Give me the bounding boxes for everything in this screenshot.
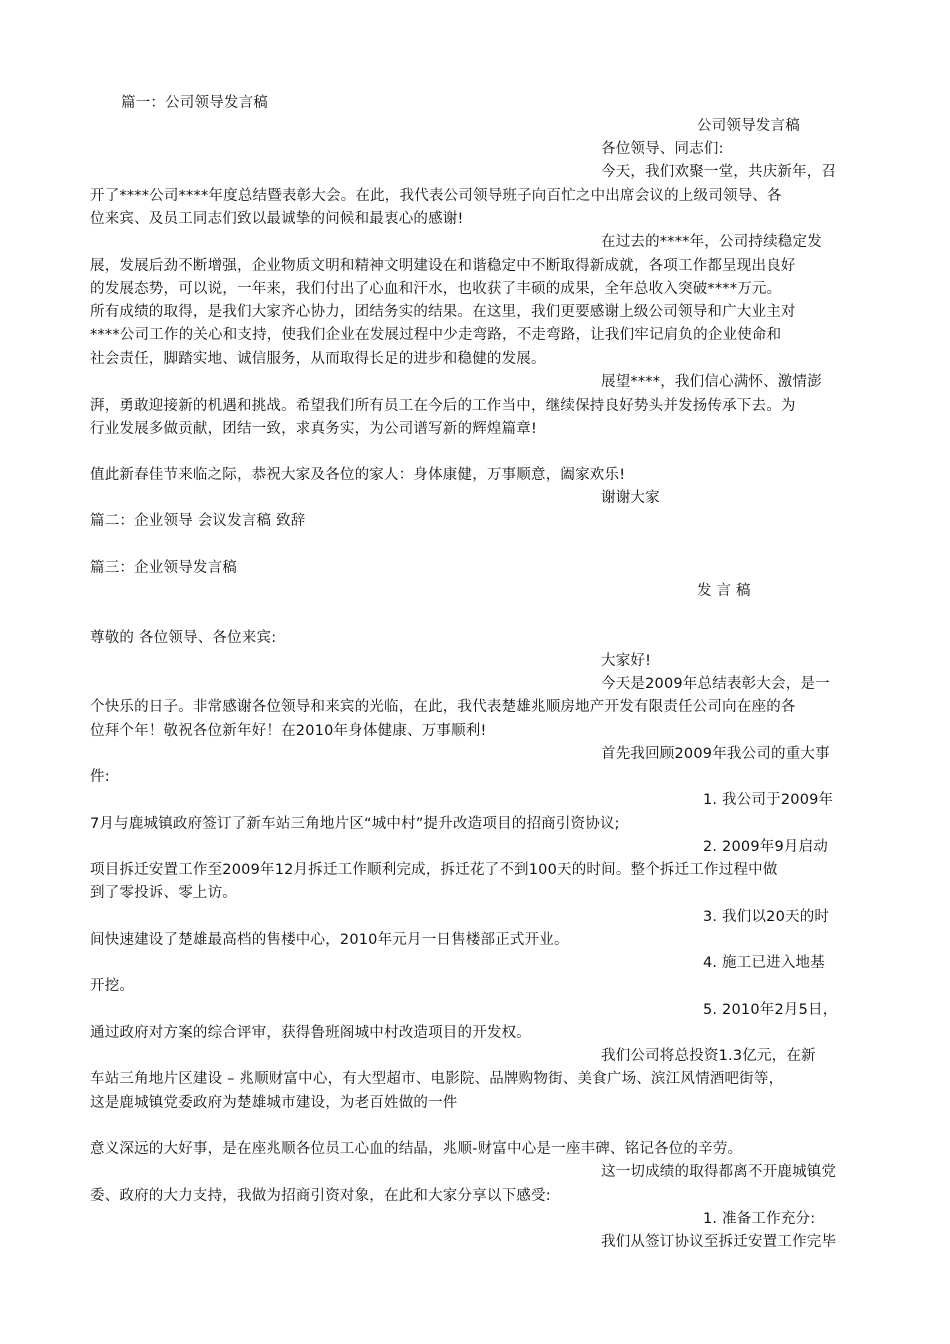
text-line: 这是鹿城镇党委政府为楚雄城市建设，为老百姓做的一件 — [90, 1095, 458, 1111]
list-item: 3. 我们以20天的时 — [703, 909, 830, 925]
list-item: 5. 2010年2月5日， — [703, 1002, 838, 1018]
text-line: 大家好! — [601, 653, 652, 669]
text-line: 开挖。 — [90, 978, 135, 994]
text-line: 我们公司将总投资1.3亿元，在新 — [601, 1048, 816, 1064]
list-item: 1. 准备工作充分: — [703, 1211, 816, 1227]
text-line: 在过去的****年，公司持续稳定发 — [601, 234, 822, 250]
speech-title: 公司领导发言稿 — [697, 118, 800, 134]
text-line: 位拜个年！敬祝各位新年好！在2010年身体健康、万事顺利! — [90, 723, 487, 739]
speech-title: 发 言 稿 — [697, 583, 751, 599]
section-heading: 篇一：公司领导发言稿 — [121, 95, 268, 111]
text-line: 展望****，我们信心满怀、激情澎 — [601, 374, 822, 390]
text-line: 行业发展多做贡献，团结一致，求真务实，为公司谱写新的辉煌篇章! — [90, 421, 538, 437]
text-line: 件: — [90, 769, 110, 785]
text-line: 到了零投诉、零上访。 — [90, 885, 237, 901]
text-line: 委、政府的大力支持，我做为招商引资对象，在此和大家分享以下感受: — [90, 1188, 551, 1204]
list-item: 1. 我公司于2009年 — [703, 792, 834, 808]
text-line: 的发展态势，可以说，一年来，我们付出了心血和汗水，也收获了丰硕的成果，全年总收入突破****万元。 — [90, 281, 782, 297]
text-line: 车站三角地片区建设 – 兆顺财富中心，有大型超市、电影院、品牌购物街、美食广场、滨江风情酒吧街等， — [90, 1071, 784, 1087]
text-line: 通过政府对方案的综合评审，获得鲁班阁城中村改造项目的开发权。 — [90, 1025, 531, 1041]
list-item: 2. 2009年9月启动 — [703, 839, 828, 855]
text-line: 湃，勇敢迎接新的机遇和挑战。希望我们所有员工在今后的工作当中，继续保持良好势头并发扬传承下去。为 — [90, 398, 796, 414]
text-line: 展，发展后劲不断增强，企业物质文明和精神文明建设在和谐稳定中不断取得新成就，各项工作都呈现出良好 — [90, 258, 796, 274]
text-line: 首先我回顾2009年我公司的重大事 — [601, 746, 830, 762]
text-line: 位来宾、及员工同志们致以最诚挚的问候和最衷心的感谢! — [90, 211, 464, 227]
text-line: 我们从签订协议至拆迁安置工作完毕 — [601, 1234, 837, 1250]
list-item: 4. 施工已进入地基 — [703, 955, 825, 971]
text-line: 社会责任，脚踏实地、诚信服务，从而取得长足的进步和稳健的发展。 — [90, 351, 546, 367]
text-line: 7月与鹿城镇政府签订了新车站三角地片区“城中村”提升改造项目的招商引资协议; — [90, 816, 620, 832]
text-line: 谢谢大家 — [601, 490, 660, 506]
text-line: 所有成绩的取得，是我们大家齐心协力，团结务实的结果。在这里，我们更要感谢上级公司领导和广大业主对 — [90, 304, 796, 320]
text-line: 意义深远的大好事，是在座兆顺各位员工心血的结晶，兆顺-财富中心是一座丰碑、铭记各位的辛劳。 — [90, 1141, 743, 1157]
text-line: 今天，我们欢聚一堂，共庆新年，召 — [601, 164, 837, 180]
text-line: 项目拆迁安置工作至2009年12月拆迁工作顺利完成，拆迁花了不到100天的时间。整个拆迁工作过程中做 — [90, 862, 778, 878]
text-line: 个快乐的日子。非常感谢各位领导和来宾的光临，在此，我代表楚雄兆顺房地产开发有限责任公司向在座的各 — [90, 699, 796, 715]
text-line: 这一切成绩的取得都离不开鹿城镇党 — [601, 1164, 837, 1180]
text-line: 值此新春佳节来临之际，恭祝大家及各位的家人：身体康健，万事顺意，阖家欢乐! — [90, 467, 626, 483]
salutation: 尊敬的 各位领导、各位来宾: — [90, 630, 277, 646]
text-line: ****公司工作的关心和支持，使我们企业在发展过程中少走弯路，不走弯路，让我们牢记肩负的企业使命和 — [90, 327, 782, 343]
text-line: 今天是2009年总结表彰大会，是一 — [601, 676, 830, 692]
text-line: 间快速建设了楚雄最高档的售楼中心，2010年元月一日售楼部正式开业。 — [90, 932, 569, 948]
salutation: 各位领导、同志们: — [601, 141, 724, 157]
section-heading: 篇二：企业领导 会议发言稿 致辞 — [90, 513, 306, 529]
text-line: 开了****公司****年度总结暨表彰大会。在此，我代表公司领导班子向百忙之中出席会议的上级司领导、各 — [90, 188, 782, 204]
section-heading: 篇三：企业领导发言稿 — [90, 560, 237, 576]
